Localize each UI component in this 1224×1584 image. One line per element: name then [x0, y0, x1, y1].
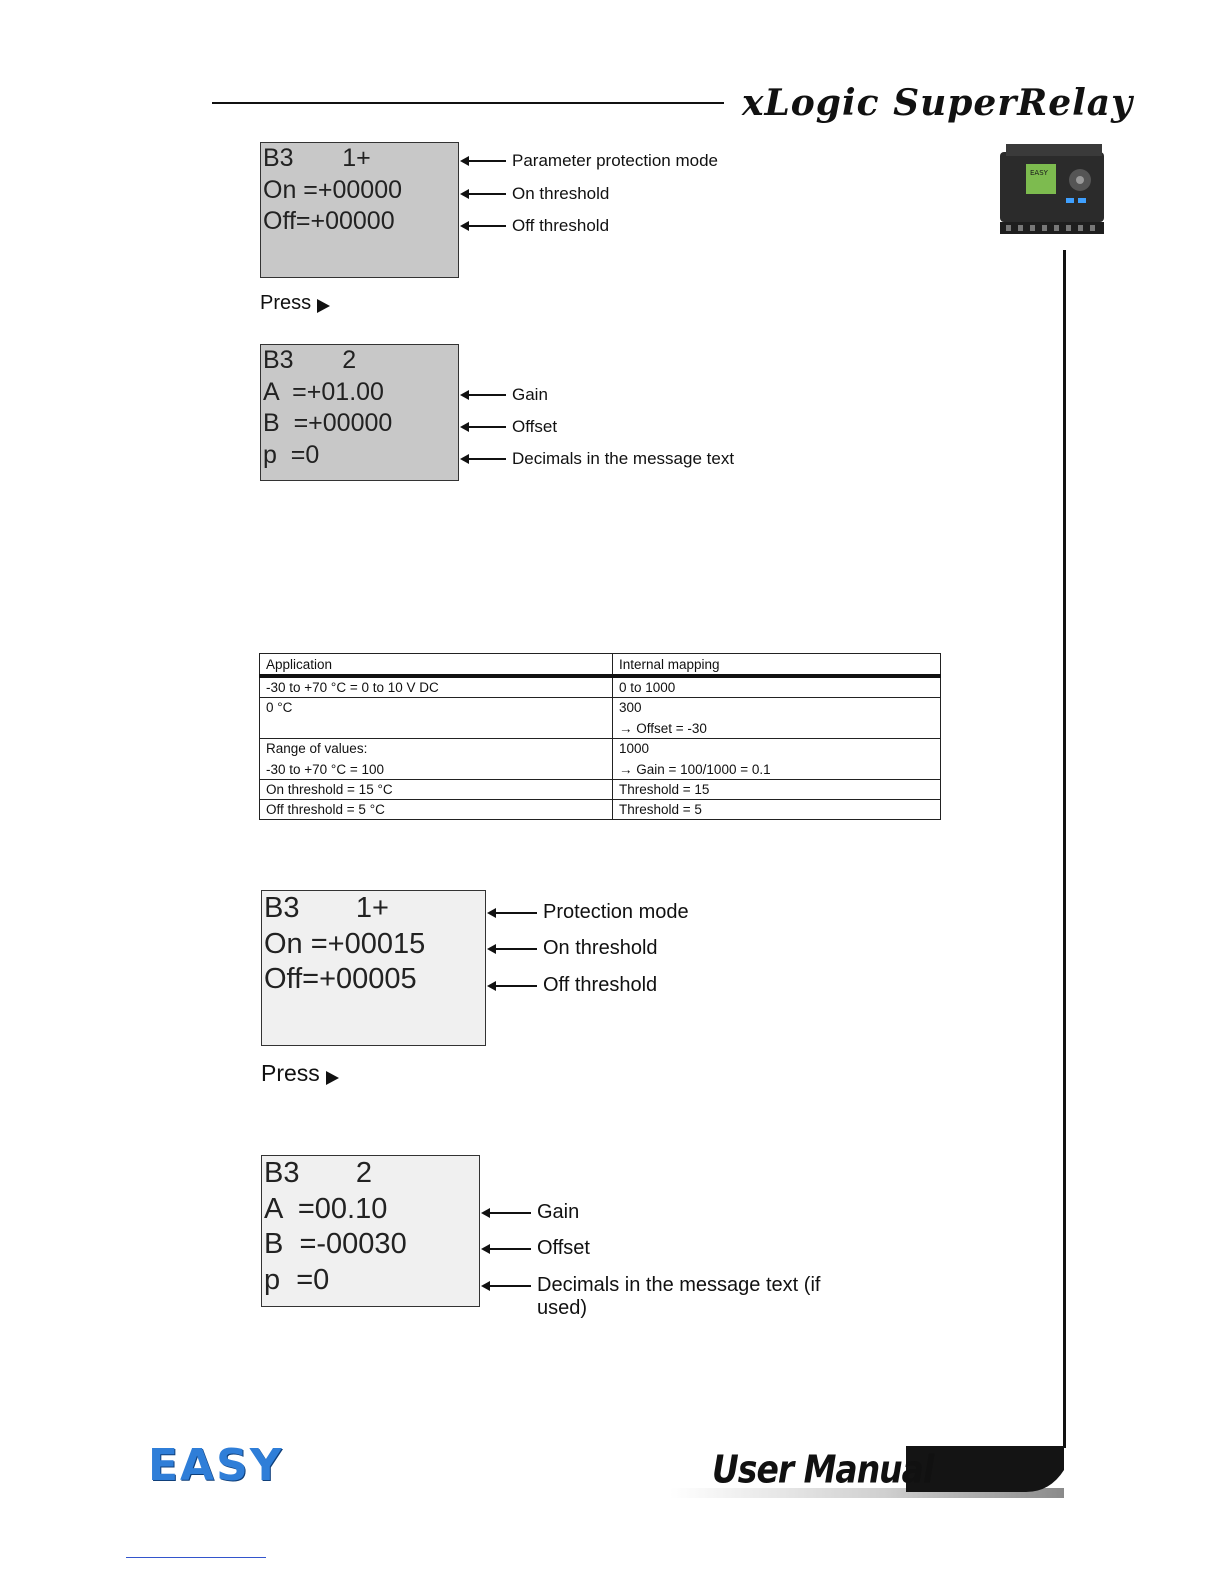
annotation-protection-mode: [462, 151, 718, 171]
annotation-label: Parameter protection mode: [512, 151, 718, 170]
table-row: [260, 698, 941, 739]
annotation-protection-mode: [489, 901, 689, 924]
arrow-left-icon: [462, 394, 506, 396]
table-row: [260, 676, 941, 698]
lcd-line: B3 2: [263, 346, 357, 374]
table-cell: [613, 739, 941, 780]
annotation-label: Decimals in the message text: [512, 449, 735, 468]
annotation-decimals-continued: [537, 1297, 587, 1320]
lcd-display-3: [261, 890, 486, 1046]
lcd-line: On =+00000: [263, 175, 403, 204]
annotation-offset: [462, 417, 557, 437]
lcd-line: A =+01.00: [263, 377, 384, 406]
annotation-on-threshold: [489, 937, 658, 960]
lcd-display-4: [261, 1155, 480, 1307]
cell-text: Range of values:: [266, 741, 368, 756]
table-header-row: [260, 654, 941, 677]
header-title: xLogic SuperRelay: [742, 82, 1134, 124]
page-right-rule: [1063, 250, 1066, 1448]
arrow-left-icon: [462, 458, 506, 460]
table-row: [260, 739, 941, 780]
cell-text: -30 to +70 °C = 0 to 10 V DC: [266, 680, 439, 695]
lcd-line: On =+00015: [264, 927, 426, 960]
arrow-left-icon: [462, 160, 506, 162]
plc-device-image: [996, 140, 1114, 238]
table-cell: [260, 800, 613, 820]
annotation-off-threshold: [489, 974, 657, 997]
annotation-offset: [483, 1237, 590, 1260]
arrow-left-icon: [489, 985, 537, 987]
lcd-line: B3 1+: [264, 892, 389, 924]
cell-text: On threshold = 15 °C: [266, 782, 393, 797]
cell-text: Off threshold = 5 °C: [266, 802, 385, 817]
annotation-label: On threshold: [512, 184, 610, 203]
arrow-left-icon: [483, 1285, 531, 1287]
table-cell: [613, 698, 941, 739]
annotation-label: Gain: [512, 385, 548, 404]
lcd-display-1: [260, 142, 459, 278]
arrow-left-icon: [462, 225, 506, 227]
cell-text: → Offset = -30: [619, 721, 707, 736]
annotation-decimals: [462, 449, 734, 469]
table-row: [260, 800, 941, 820]
arrow-left-icon: [483, 1212, 531, 1214]
footer-link-underline: [126, 1557, 266, 1558]
annotation-label: Decimals in the message text (if: [537, 1274, 821, 1296]
table-cell: [613, 800, 941, 820]
lcd-line: B3 2: [264, 1157, 372, 1189]
column-header-internal-mapping: Internal mapping: [613, 654, 941, 677]
header-rule: [212, 102, 724, 104]
annotation-label: Gain: [537, 1201, 580, 1223]
arrow-left-icon: [489, 948, 537, 950]
annotation-label: Offset: [512, 417, 558, 436]
table-cell: [260, 739, 613, 780]
lcd-line: p =0: [264, 1263, 330, 1296]
lcd-line: Off=+00005: [264, 963, 417, 995]
annotation-label: Protection mode: [543, 901, 689, 923]
cell-text: 1000: [619, 741, 650, 756]
cell-text: -30 to +70 °C = 100: [266, 762, 384, 777]
annotation-label: Offset: [537, 1237, 590, 1259]
lcd-line: B =+00000: [263, 409, 393, 437]
play-arrow-icon: [317, 299, 330, 313]
arrow-left-icon: [462, 193, 506, 195]
annotation-gain: [462, 385, 548, 405]
mapping-table: [259, 653, 941, 820]
cell-text: 0 to 1000: [619, 680, 676, 695]
cell-text: Threshold = 5: [619, 802, 702, 817]
arrow-left-icon: [489, 912, 537, 914]
table-cell: [613, 780, 941, 800]
annotation-label: Off threshold: [512, 216, 610, 235]
cell-text: → Gain = 100/1000 = 0.1: [619, 762, 771, 777]
lcd-display-2: [260, 344, 459, 481]
user-manual-label: User Manual: [712, 1447, 934, 1492]
annotation-gain: [483, 1201, 579, 1224]
press-label: Press: [260, 292, 312, 314]
press-instruction-1: [260, 292, 330, 315]
table-row: [260, 780, 941, 800]
lcd-line: B =-00030: [264, 1228, 407, 1260]
column-header-application: Application: [260, 654, 613, 677]
annotation-on-threshold: [462, 184, 609, 204]
device-screen-label: EASY: [1030, 169, 1048, 177]
lcd-line: p =0: [263, 440, 320, 469]
annotation-decimals: [483, 1274, 820, 1297]
press-label: Press: [261, 1060, 320, 1086]
table-cell: [260, 676, 613, 698]
arrow-left-icon: [462, 426, 506, 428]
arrow-left-icon: [483, 1248, 531, 1250]
lcd-line: Off=+00000: [263, 207, 395, 235]
easy-logo: EASY: [148, 1440, 284, 1491]
play-arrow-icon: [326, 1071, 339, 1085]
annotation-off-threshold: [462, 216, 609, 236]
press-instruction-2: [261, 1060, 339, 1087]
table-cell: [613, 676, 941, 698]
cell-text: 0 °C: [266, 700, 293, 715]
cell-text: Threshold = 15: [619, 782, 710, 797]
table-cell: [260, 698, 613, 739]
annotation-label: Off threshold: [543, 974, 658, 996]
annotation-label: used): [537, 1297, 588, 1319]
annotation-label: On threshold: [543, 937, 658, 959]
lcd-line: B3 1+: [263, 144, 371, 172]
table-cell: [260, 780, 613, 800]
lcd-line: A =00.10: [264, 1192, 388, 1225]
cell-text: 300: [619, 700, 642, 715]
